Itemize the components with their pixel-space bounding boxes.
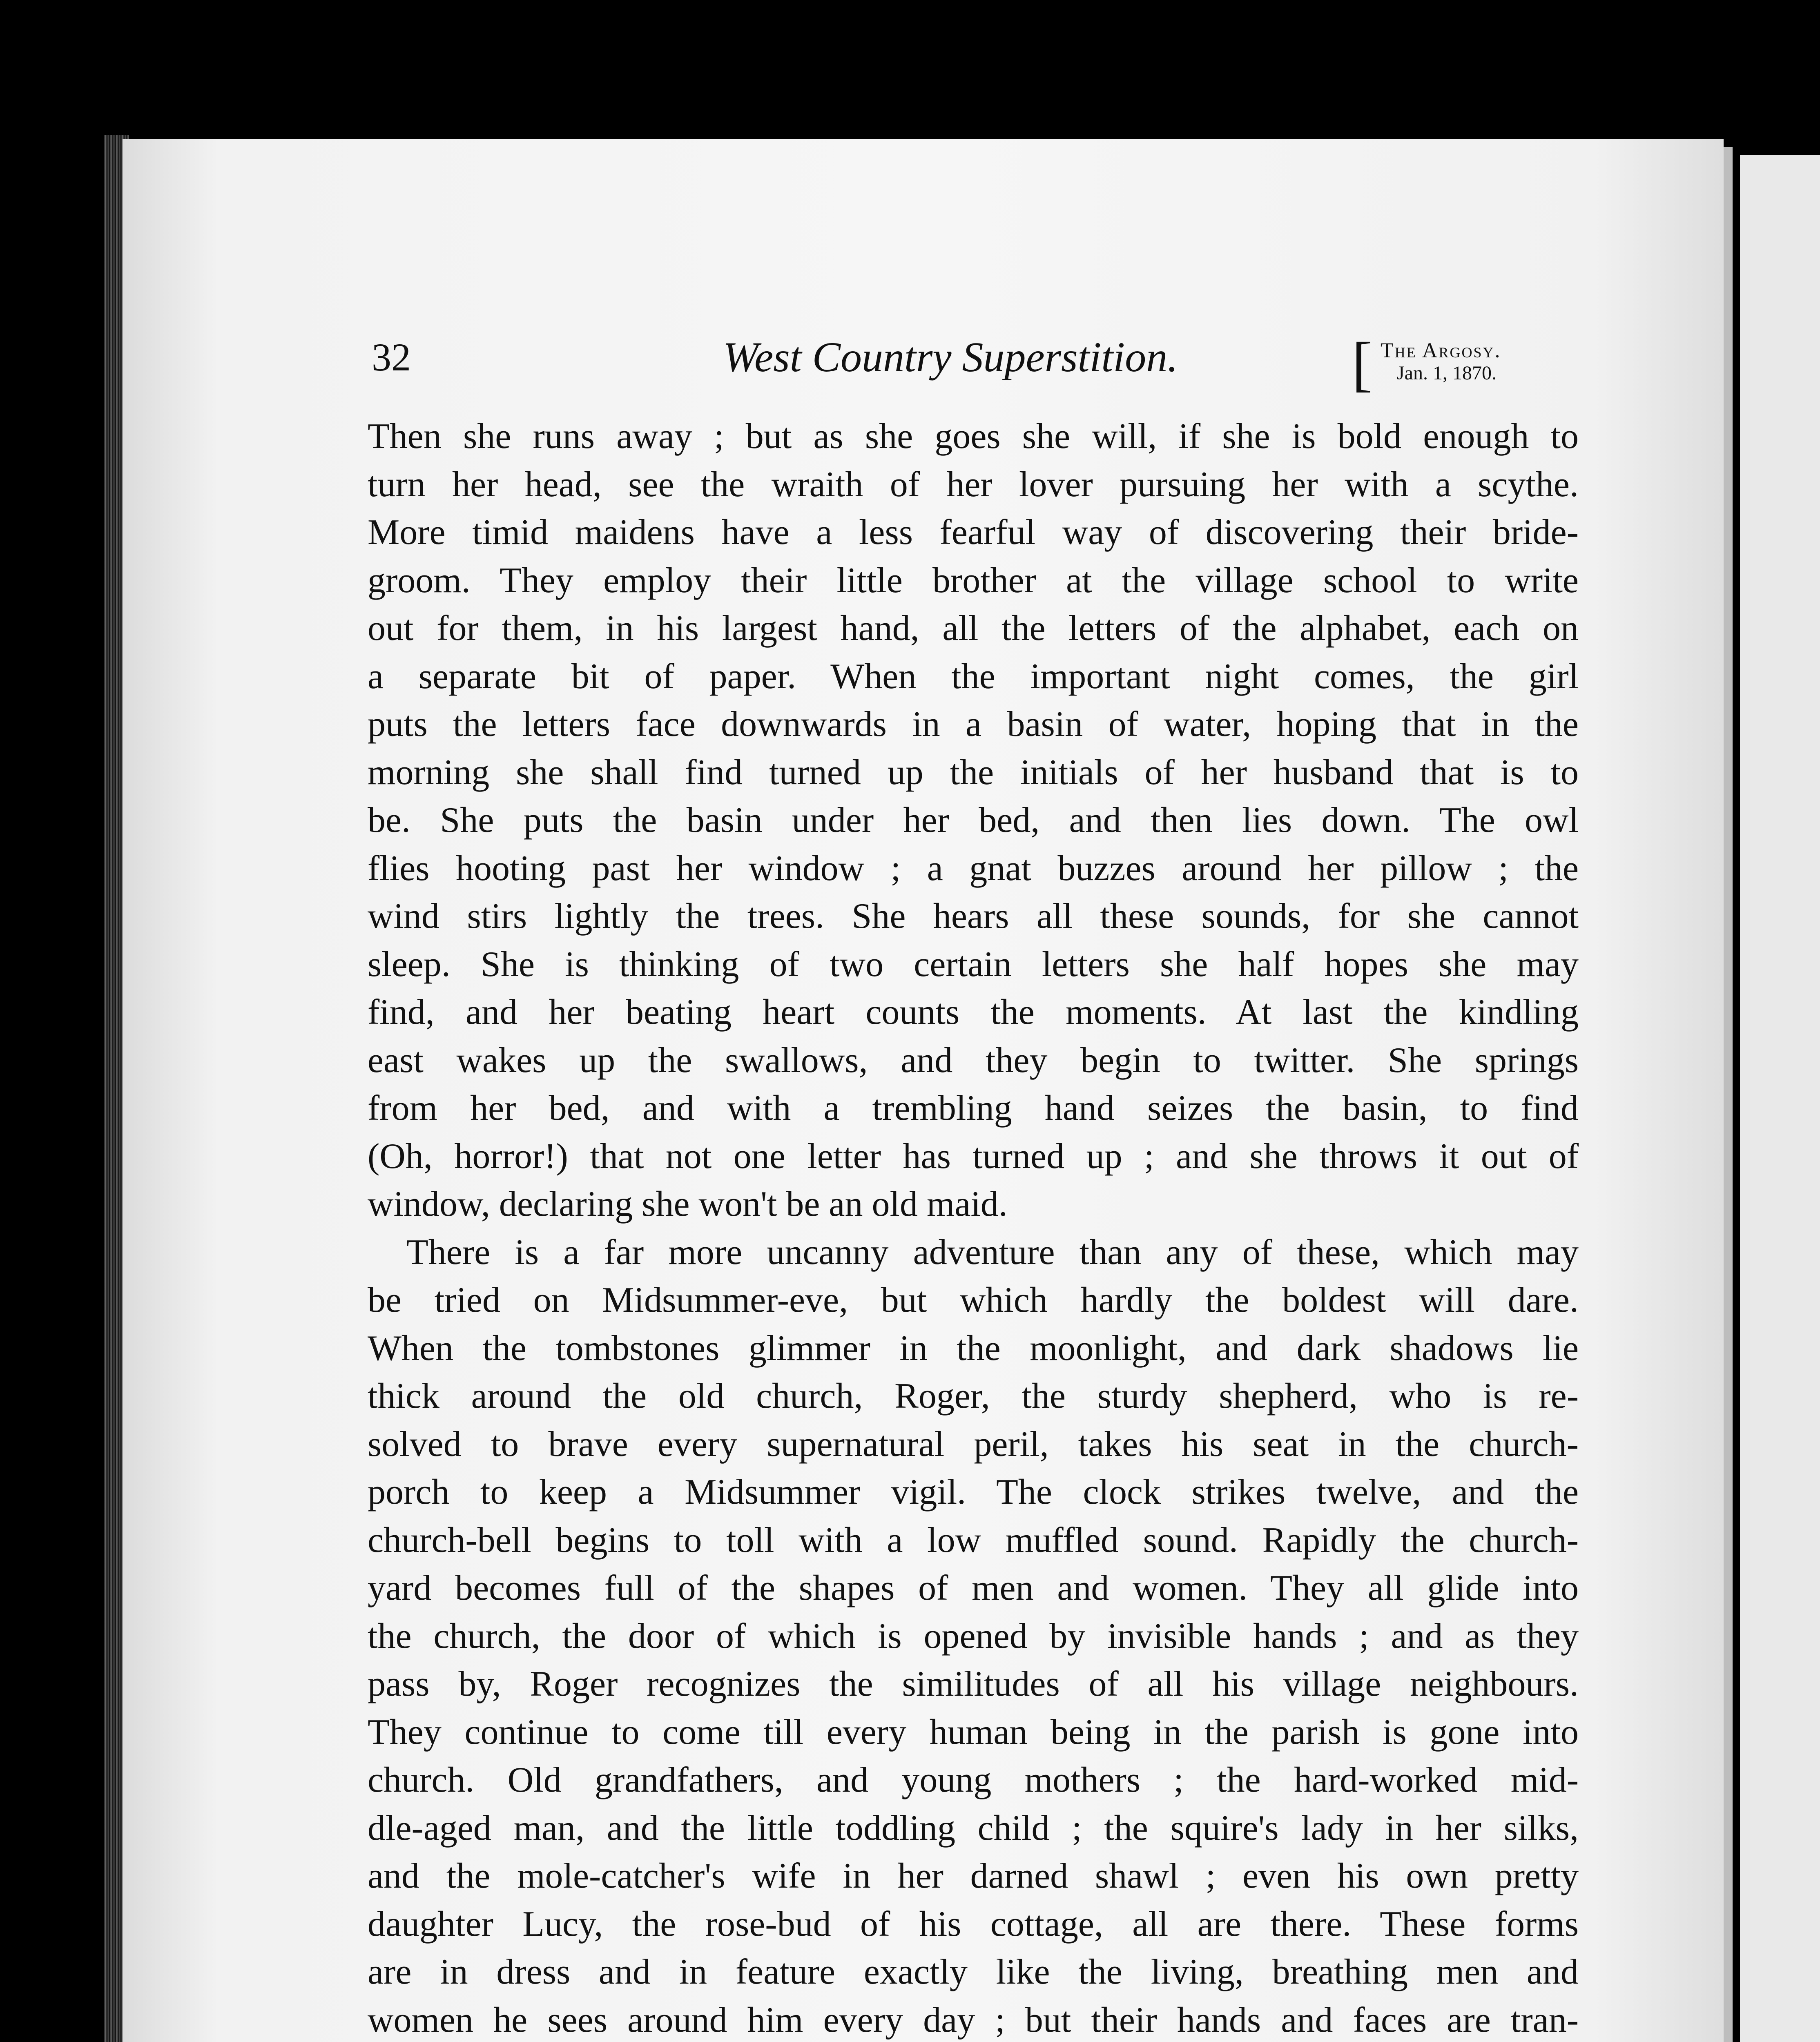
text-line: flies hooting past her window ; a gnat buzzes around her pillow ; the [368, 848, 1579, 888]
running-title: West Country Superstition. [723, 334, 1178, 381]
text-line: thick around the old church, Roger, the sturdy shepherd, who is re- [368, 1376, 1579, 1416]
text-line: Then she runs away ; but as she goes she will, if she is bold enough to [368, 417, 1579, 456]
text-line: wind stirs lightly the trees. She hears all these sounds, for she cannot [368, 896, 1579, 936]
text-line: east wakes up the swallows, and they begin to twitter. She springs [368, 1040, 1579, 1080]
imprint-bracket: [ [1352, 330, 1372, 398]
text-line: out for them, in his largest hand, all the letters of the alphabet, each on [368, 609, 1579, 648]
text-line: yard becomes full of the shapes of men and women. They all glide into [368, 1568, 1579, 1608]
text-line: find, and her beating heart counts the moments. At last the kindling [368, 992, 1579, 1032]
gutter-shadow [1733, 147, 1740, 2042]
body-text [368, 412, 1579, 2042]
text-line: pass by, Roger recognizes the similitudes of all his village neighbours. [368, 1664, 1579, 1704]
text-line: More timid maidens have a less fearful way of discovering their bride- [368, 513, 1579, 552]
text-line: daughter Lucy, the rose-bud of his cottage, all are there. These forms [368, 1904, 1579, 1944]
text-line: There is a far more uncanny adventure than any of these, which may [406, 1232, 1579, 1272]
running-header [372, 330, 1564, 398]
text-line: dle-aged man, and the little toddling child ; the squire's lady in her silks, [368, 1808, 1579, 1848]
text-line: women he sees around him every day ; but their hands and faces are tran- [368, 2000, 1579, 2040]
text-line: and the mole-catcher's wife in her darned shawl ; even his own pretty [368, 1856, 1579, 1896]
page-number: 32 [372, 335, 411, 379]
text-line: be. She puts the basin under her bed, and then lies down. The owl [368, 800, 1579, 840]
text-line: sleep. She is thinking of two certain letters she half hopes she may [368, 944, 1579, 984]
text-line: They continue to come till every human being in the parish is gone into [368, 1712, 1579, 1752]
text-line: a separate bit of paper. When the important night comes, the girl [368, 656, 1579, 696]
page-right-edge [1724, 147, 1733, 2042]
text-line: from her bed, and with a trembling hand seizes the basin, to find [368, 1088, 1579, 1128]
adjacent-page-edge [1738, 155, 1820, 2042]
issue-date: Jan. 1, 1870. [1397, 362, 1497, 384]
text-line: turn her head, see the wraith of her lover pursuing her with a scythe. [368, 464, 1579, 504]
text-line: solved to brave every supernatural peril, takes his seat in the church- [368, 1424, 1579, 1464]
journal-name: The Argosy. [1381, 339, 1501, 362]
text-line: church-bell begins to toll with a low muffled sound. Rapidly the church- [368, 1520, 1579, 1560]
journal-imprint [1352, 330, 1564, 398]
text-line: groom. They employ their little brother at the village school to write [368, 560, 1579, 600]
text-line: church. Old grandfathers, and young mothers ; the hard-worked mid- [368, 1760, 1579, 1800]
text-line: puts the letters face downwards in a basin of water, hoping that in the [368, 704, 1579, 744]
text-line: (Oh, horror!) that not one letter has turned up ; and she throws it out of [368, 1136, 1579, 1176]
text-line: are in dress and in feature exactly like the living, breathing men and [368, 1952, 1579, 1992]
text-line: porch to keep a Midsummer vigil. The clock strikes twelve, and the [368, 1472, 1579, 1512]
text-line: be tried on Midsummer-eve, but which hardly the boldest will dare. [368, 1280, 1579, 1320]
text-line: the church, the door of which is opened by invisible hands ; and as they [368, 1616, 1579, 1656]
text-line: window, declaring she won't be an old maid. [368, 1184, 1008, 1224]
text-line: morning she shall find turned up the initials of her husband that is to [368, 752, 1579, 792]
text-line: When the tombstones glimmer in the moonlight, and dark shadows lie [368, 1328, 1579, 1368]
